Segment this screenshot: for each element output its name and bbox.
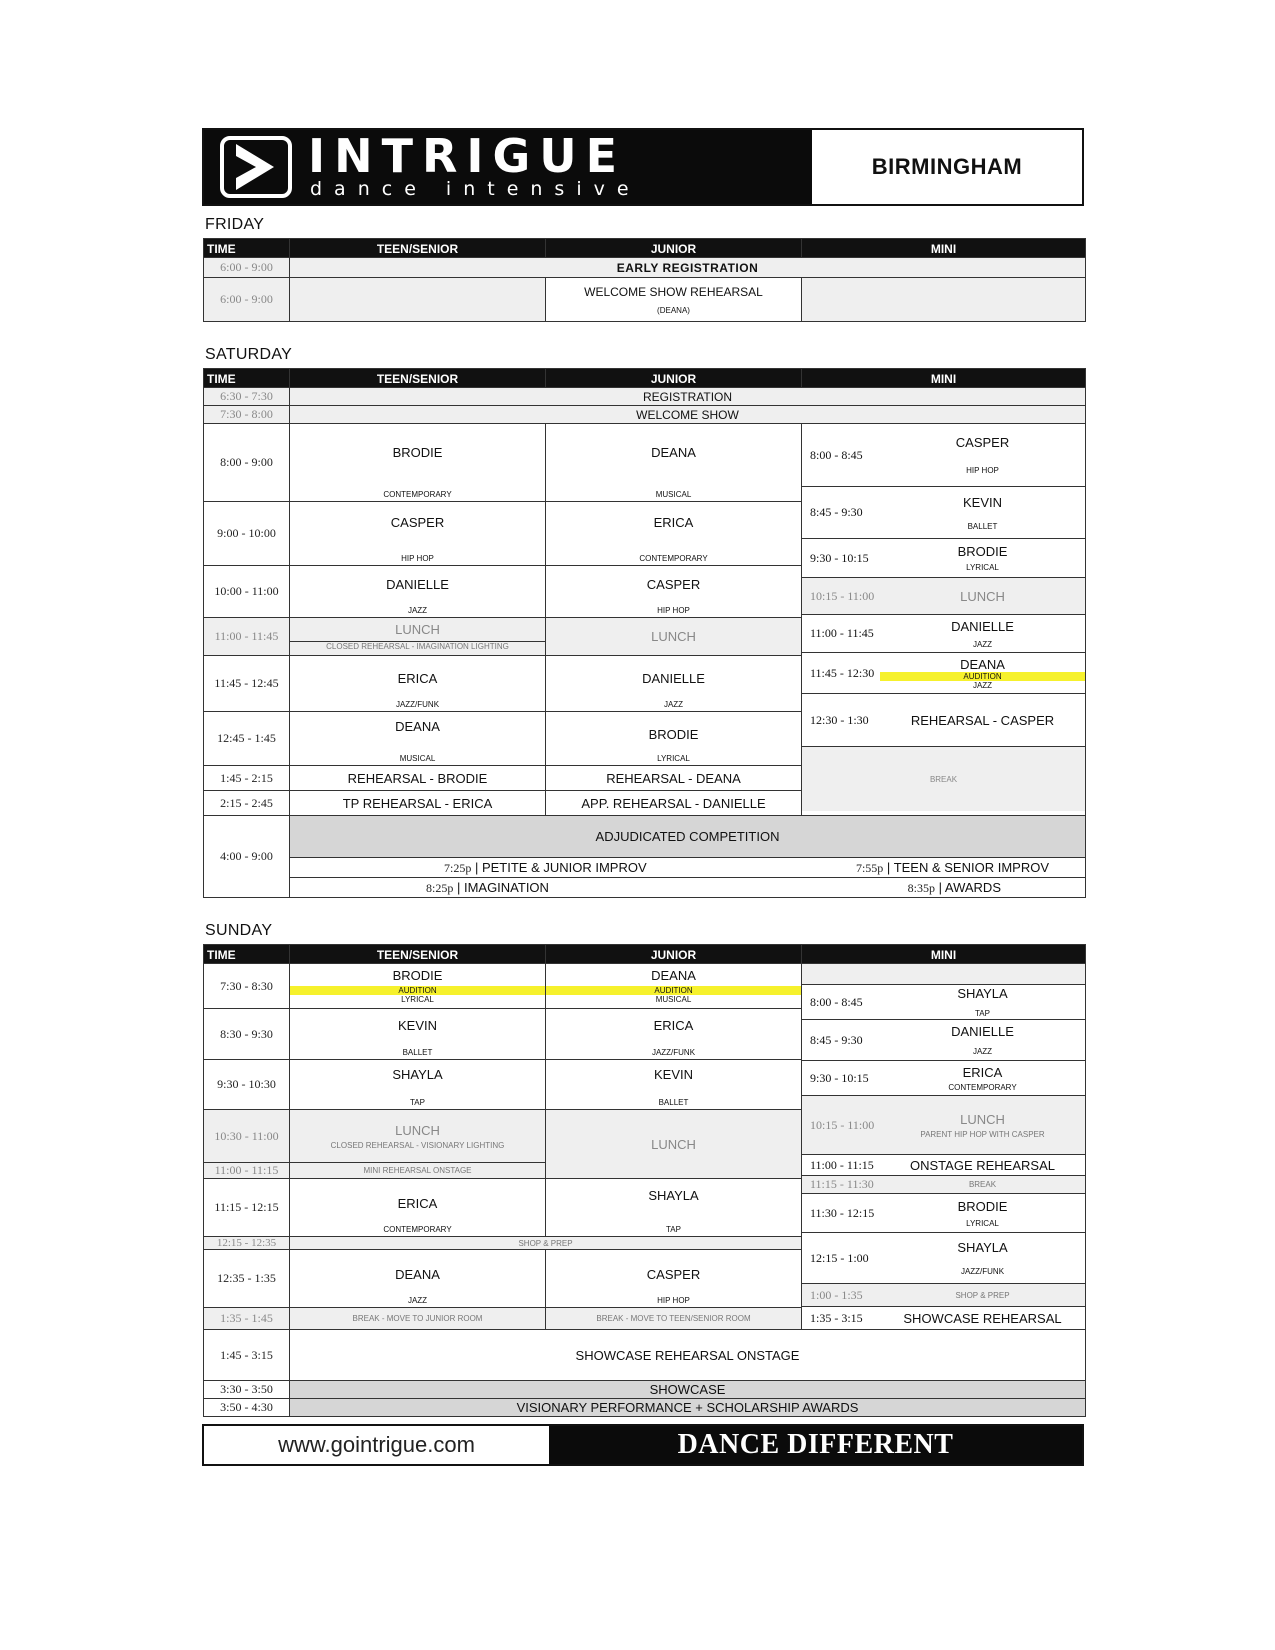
mini-slot (802, 539, 1085, 578)
teacher-name: KEVIN (397, 1017, 437, 1033)
time-cell: 8:00 - 9:00 (204, 424, 290, 502)
rehearsal-note: MINI REHEARSAL ONSTAGE (290, 1163, 546, 1179)
welcome-rehearsal: WELCOME SHOW REHEARSAL (584, 284, 763, 299)
class-cell (546, 1250, 802, 1308)
mini-slot (802, 424, 1085, 487)
time-cell: 6:00 - 9:00 (204, 258, 290, 278)
lunch-cell (290, 1110, 546, 1163)
mini-time: 12:15 - 1:00 (810, 1250, 869, 1265)
time-cell: 10:00 - 11:00 (204, 566, 290, 618)
class-cell (546, 712, 802, 766)
class-cell (290, 1009, 546, 1060)
showcase-rehearsal: SHOWCASE REHEARSAL (903, 1310, 1062, 1326)
mini-slot (802, 615, 1085, 653)
audition-badge: AUDITION (290, 986, 545, 995)
mini-time: 11:00 - 11:45 (810, 626, 874, 640)
teacher-name: SHAYLA (648, 1187, 699, 1203)
mini-slot (802, 653, 1085, 694)
time-cell: 11:45 - 12:45 (204, 656, 290, 712)
header-banner (202, 128, 1084, 206)
class-style: HIP HOP (657, 1295, 690, 1305)
empty-cell (802, 278, 1086, 322)
class-style: MUSICAL (399, 753, 436, 763)
time-cell: 9:30 - 10:30 (204, 1060, 290, 1110)
teacher-name: DANIELLE (642, 670, 705, 686)
teacher-name: DEANA (395, 1266, 440, 1282)
class-style: CONTEMPORARY (639, 553, 708, 563)
mini-time: 8:45 - 9:30 (810, 1032, 863, 1047)
time-cell: 3:50 - 4:30 (204, 1399, 290, 1417)
teacher-name: BRODIE (648, 726, 699, 742)
tagline: DANCE DIFFERENT (549, 1426, 1082, 1464)
time-cell: 8:30 - 9:30 (204, 1009, 290, 1060)
time-cell: 2:15 - 2:45 (204, 791, 290, 816)
class-style: TAP (975, 1009, 990, 1018)
event-time: 8:25p (426, 880, 454, 895)
mini-slot (802, 1233, 1085, 1284)
class-cell (546, 1009, 802, 1060)
teacher-name: KEVIN (653, 1066, 693, 1082)
class-style: JAZZ/FUNK (395, 699, 440, 709)
class-style: JAZZ (972, 680, 993, 690)
saturday-table (203, 368, 1086, 898)
col-time: TIME (204, 239, 290, 258)
mini-empty (802, 964, 1085, 985)
col-time: TIME (204, 945, 290, 964)
mini-time: 11:00 - 11:15 (810, 1157, 874, 1172)
teacher-name: KEVIN (962, 494, 1002, 510)
time-cell: 6:30 - 7:30 (204, 388, 290, 406)
teacher-name: ERICA (653, 1017, 694, 1033)
teacher-name: DANIELLE (951, 1024, 1014, 1039)
friday-table (203, 238, 1086, 322)
teacher-name: CASPER (390, 514, 445, 530)
shop-prep-label: SHOP & PREP (955, 1290, 1010, 1300)
class-style: LYRICAL (966, 563, 999, 572)
mini-slot (802, 1307, 1085, 1329)
teacher-name: BRODIE (392, 968, 443, 983)
time-cell: 11:00 - 11:45 (204, 618, 290, 656)
col-time: TIME (204, 369, 290, 388)
class-style: JAZZ (972, 1047, 993, 1056)
class-cell (546, 1179, 802, 1237)
empty-cell (290, 278, 546, 322)
event-time: 7:25p (444, 860, 472, 875)
mini-slot (802, 1284, 1085, 1307)
class-style: TAP (666, 1224, 681, 1234)
class-style: JAZZ (972, 639, 993, 649)
mini-time: 11:45 - 12:30 (810, 665, 875, 680)
class-style: CONTEMPORARY (383, 1224, 452, 1234)
teacher-name: SHAYLA (957, 986, 1008, 1001)
audition-badge: AUDITION (880, 672, 1085, 681)
friday-title: FRIDAY (205, 216, 265, 233)
col-mini: MINI (802, 239, 1086, 258)
teacher-name: DEANA (651, 444, 696, 460)
onstage-rehearsal: ONSTAGE REHEARSAL (910, 1157, 1055, 1173)
event-name: TEEN & SENIOR IMPROV (893, 859, 1049, 875)
mini-slot (802, 487, 1085, 539)
class-cell (546, 1060, 802, 1110)
city-name: BIRMINGHAM (871, 154, 1023, 179)
mini-time: 11:15 - 11:30 (810, 1177, 874, 1191)
sunday-title: SUNDAY (205, 922, 273, 939)
col-junior: JUNIOR (546, 369, 802, 388)
lunch-label: LUNCH (546, 1110, 802, 1179)
class-cell (290, 1060, 546, 1110)
registration: REGISTRATION (290, 388, 1086, 406)
teacher-name: ERICA (397, 1195, 438, 1211)
teacher-name: DEANA (960, 656, 1005, 672)
intrigue-logo (204, 130, 812, 204)
break-label: BREAK (929, 774, 958, 784)
welcome-rehearsal-note: (DEANA) (657, 305, 690, 315)
competition-improv (290, 858, 1086, 878)
time-cell: 10:30 - 11:00 (204, 1110, 290, 1163)
col-teen: TEEN/SENIOR (290, 239, 546, 258)
class-style: MUSICAL (655, 489, 692, 499)
early-registration: EARLY REGISTRATION (290, 258, 1086, 278)
rehearsal-note: CLOSED REHEARSAL - IMAGINATION LIGHTING (290, 641, 545, 651)
time-cell: 11:15 - 12:15 (204, 1179, 290, 1237)
mini-time: 8:00 - 8:45 (810, 994, 863, 1009)
class-style: BALLET (658, 1097, 689, 1107)
col-junior: JUNIOR (546, 239, 802, 258)
website-link[interactable]: www.gointrigue.com (278, 1432, 475, 1457)
class-style: JAZZ/FUNK (651, 1047, 696, 1057)
break-label: BREAK (968, 1180, 997, 1189)
mini-time: 11:30 - 12:15 (810, 1205, 875, 1220)
teacher-name: BRODIE (392, 444, 443, 460)
competition-awards (290, 878, 1086, 898)
event-time: 7:55p (855, 860, 884, 875)
teacher-name: BRODIE (957, 544, 1008, 559)
visionary-performance: VISIONARY PERFORMANCE + SCHOLARSHIP AWARDS (290, 1399, 1086, 1417)
imagination-event: 8:25p | IMAGINATION (426, 879, 549, 895)
class-style: JAZZ (407, 1295, 428, 1305)
class-style: TAP (410, 1097, 425, 1107)
class-cell (290, 566, 546, 618)
event-name: PETITE & JUNIOR IMPROV (481, 859, 647, 875)
competition-title: ADJUDICATED COMPETITION (290, 816, 1086, 858)
class-cell (546, 502, 802, 566)
mini-time: 1:35 - 3:15 (810, 1310, 863, 1325)
class-style: JAZZ/FUNK (960, 1267, 1005, 1276)
welcome-rehearsal-cell (546, 278, 802, 322)
teacher-name: ERICA (653, 514, 694, 530)
class-style: LYRICAL (657, 753, 690, 763)
teacher-name: ERICA (397, 670, 438, 686)
col-mini: MINI (802, 369, 1086, 388)
time-cell: 1:45 - 3:15 (204, 1330, 290, 1381)
class-style: BALLET (967, 521, 998, 531)
time-cell: 3:30 - 3:50 (204, 1381, 290, 1399)
lunch-label: LUNCH (395, 1122, 440, 1138)
teacher-name: ERICA (962, 1064, 1003, 1080)
teacher-name: BRODIE (957, 1198, 1008, 1214)
teacher-name: CASPER (646, 1266, 701, 1282)
mini-slot (802, 1061, 1085, 1096)
time-cell: 7:30 - 8:30 (204, 964, 290, 1009)
time-cell: 7:30 - 8:00 (204, 406, 290, 424)
class-cell (290, 656, 546, 712)
class-cell (546, 566, 802, 618)
mini-time: 9:30 - 10:15 (810, 1070, 869, 1085)
mini-column (802, 424, 1086, 816)
mini-slot (802, 1176, 1085, 1194)
teacher-name: CASPER (955, 435, 1010, 450)
mini-slot (802, 578, 1085, 615)
rehearsal-cell: REHEARSAL - DEANA (546, 766, 802, 791)
shop-prep: SHOP & PREP (290, 1237, 802, 1250)
break-note: BREAK - MOVE TO TEEN/SENIOR ROOM (546, 1308, 802, 1330)
event-name: AWARDS (944, 879, 1001, 895)
mini-slot (802, 1155, 1085, 1176)
col-junior: JUNIOR (546, 945, 802, 964)
improv-senior: 7:55p | TEEN & SENIOR IMPROV (855, 859, 1049, 875)
audition-badge: AUDITION (546, 986, 801, 995)
class-style: CONTEMPORARY (383, 489, 452, 499)
rehearsal-note: CLOSED REHEARSAL - VISIONARY LIGHTING (330, 1140, 505, 1150)
mini-column (802, 964, 1086, 1330)
time-cell: 11:00 - 11:15 (204, 1163, 290, 1179)
teacher-name: DANIELLE (951, 618, 1014, 634)
lunch-label: LUNCH (960, 588, 1005, 604)
mini-time: 9:30 - 10:15 (810, 550, 869, 565)
teacher-name: CASPER (646, 576, 701, 592)
time-cell: 12:35 - 1:35 (204, 1250, 290, 1308)
logo-title: INTRIGUE (308, 129, 627, 183)
class-style: LYRICAL (966, 1218, 999, 1228)
class-style: LYRICAL (401, 995, 434, 1004)
time-cell: 6:00 - 9:00 (204, 278, 290, 322)
class-style: HIP HOP (657, 605, 690, 615)
lunch-label: LUNCH (960, 1111, 1005, 1127)
mini-slot (802, 985, 1085, 1020)
class-style: CONTEMPORARY (948, 1082, 1017, 1092)
time-cell: 4:00 - 9:00 (204, 816, 290, 898)
class-style: HIP HOP (966, 466, 999, 475)
mini-time: 8:45 - 9:30 (810, 505, 863, 519)
sunday-table (203, 944, 1086, 1417)
mini-time: 1:00 - 1:35 (810, 1287, 863, 1302)
teacher-name: DEANA (395, 718, 440, 734)
rehearsal-cell: TP REHEARSAL - ERICA (290, 791, 546, 816)
time-cell: 12:15 - 12:35 (204, 1237, 290, 1250)
mini-time: 10:15 - 11:00 (810, 588, 875, 603)
lunch-label: LUNCH (546, 618, 802, 656)
class-style: MUSICAL (655, 995, 692, 1004)
class-cell (290, 1179, 546, 1237)
mini-slot (802, 1096, 1085, 1155)
class-cell (546, 964, 802, 1009)
teacher-name: DEANA (651, 968, 696, 983)
mini-time: 8:00 - 8:45 (810, 447, 863, 462)
improv-junior: 7:25p | PETITE & JUNIOR IMPROV (444, 859, 647, 875)
mini-time: 10:15 - 11:00 (810, 1117, 875, 1132)
time-cell: 1:35 - 1:45 (204, 1308, 290, 1330)
time-cell: 1:45 - 2:15 (204, 766, 290, 791)
logo-subtitle: dance intensive (310, 178, 641, 200)
rehearsal-cell: APP. REHEARSAL - DANIELLE (546, 791, 802, 816)
col-teen: TEEN/SENIOR (290, 945, 546, 964)
mini-slot (802, 1020, 1085, 1061)
mini-rehearsal: REHEARSAL - CASPER (910, 712, 1055, 728)
rehearsal-cell: REHEARSAL - BRODIE (290, 766, 546, 791)
footer-banner (202, 1424, 1084, 1466)
saturday-title: SATURDAY (205, 346, 293, 363)
welcome-show: WELCOME SHOW (290, 406, 1086, 424)
time-cell: 12:45 - 1:45 (204, 712, 290, 766)
teacher-name: SHAYLA (392, 1066, 443, 1082)
showcase-rehearsal-onstage: SHOWCASE REHEARSAL ONSTAGE (290, 1330, 1086, 1381)
showcase: SHOWCASE (290, 1381, 1086, 1399)
teacher-name: SHAYLA (957, 1240, 1008, 1255)
mini-slot (802, 694, 1085, 747)
class-style: JAZZ (663, 699, 684, 709)
lunch-note: PARENT HIP HOP WITH CASPER (920, 1129, 1045, 1139)
class-style: JAZZ (407, 605, 428, 615)
mini-break (802, 747, 1085, 811)
class-style: HIP HOP (401, 553, 434, 563)
mini-time: 12:30 - 1:30 (810, 712, 869, 727)
event-name: IMAGINATION (463, 879, 549, 895)
col-mini: MINI (802, 945, 1086, 964)
class-cell (546, 424, 802, 502)
col-teen: TEEN/SENIOR (290, 369, 546, 388)
class-cell (546, 656, 802, 712)
lunch-cell (290, 618, 546, 656)
event-time: 8:35p (907, 880, 935, 895)
teacher-name: DANIELLE (386, 576, 449, 592)
class-cell (290, 502, 546, 566)
time-cell: 9:00 - 10:00 (204, 502, 290, 566)
mini-slot (802, 1194, 1085, 1233)
class-cell (290, 1250, 546, 1308)
break-note: BREAK - MOVE TO JUNIOR ROOM (290, 1308, 546, 1330)
class-cell (290, 712, 546, 766)
awards-event: 8:35p | AWARDS (907, 879, 1001, 895)
lunch-label: LUNCH (395, 622, 440, 637)
class-style: BALLET (402, 1047, 433, 1057)
class-cell (290, 964, 546, 1009)
class-cell (290, 424, 546, 502)
